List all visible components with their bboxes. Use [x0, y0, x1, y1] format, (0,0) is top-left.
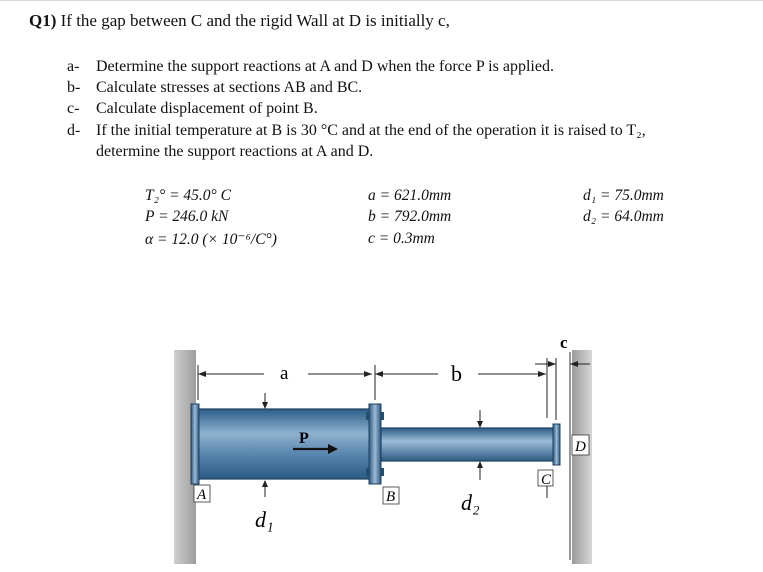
- given-d2: d₂ = 64.0mm: [583, 208, 664, 225]
- task-text: Calculate displacement of point B.: [96, 100, 318, 117]
- bar-section-ab: [194, 409, 374, 479]
- dimension-label-b: b: [451, 361, 462, 386]
- bar-section-bc: [381, 428, 556, 461]
- task-label: b-: [67, 79, 81, 96]
- end-plate-c: [553, 424, 560, 465]
- point-label-a: A: [197, 487, 207, 503]
- given-temperature: T₂° = 45.0° C: [145, 187, 231, 204]
- task-text: If the initial temperature at B is 30 °C and at the end of the operation it is raised to T₂,: [96, 122, 646, 139]
- task-text: Determine the support reactions at A and D when the force P is applied.: [96, 58, 554, 75]
- given-b: b = 792.0mm: [368, 208, 452, 225]
- diameter-label-d2: d₂: [461, 490, 480, 515]
- task-text: determine the support reactions at A and D.: [96, 143, 374, 160]
- task-label: c-: [67, 100, 80, 117]
- question-number: Q1): [29, 11, 57, 30]
- point-label-d: D: [575, 439, 586, 455]
- given-alpha: α = 12.0 (× 10⁻⁶/C°): [145, 231, 277, 248]
- end-plate-a: [191, 404, 199, 484]
- given-force: P = 246.0 kN: [145, 208, 229, 225]
- task-label: a-: [67, 58, 80, 75]
- gap-label-c: c: [560, 333, 568, 352]
- given-c: c = 0.3mm: [368, 230, 435, 247]
- task-text: Calculate stresses at sections AB and BC.: [96, 79, 363, 96]
- task-label: d-: [67, 122, 81, 139]
- point-label-b: B: [386, 489, 396, 505]
- question-text: If the gap between C and the rigid Wall at D is initially c,: [60, 11, 450, 30]
- point-label-c: C: [541, 472, 552, 488]
- force-label-p: P: [299, 430, 309, 447]
- given-d1: d₁ = 75.0mm: [583, 187, 664, 204]
- dimension-label-a: a: [280, 363, 289, 384]
- flange-b: [369, 404, 381, 484]
- right-wall: [572, 350, 592, 564]
- diameter-label-d1: d₁: [255, 507, 274, 532]
- given-a: a = 621.0mm: [368, 187, 452, 204]
